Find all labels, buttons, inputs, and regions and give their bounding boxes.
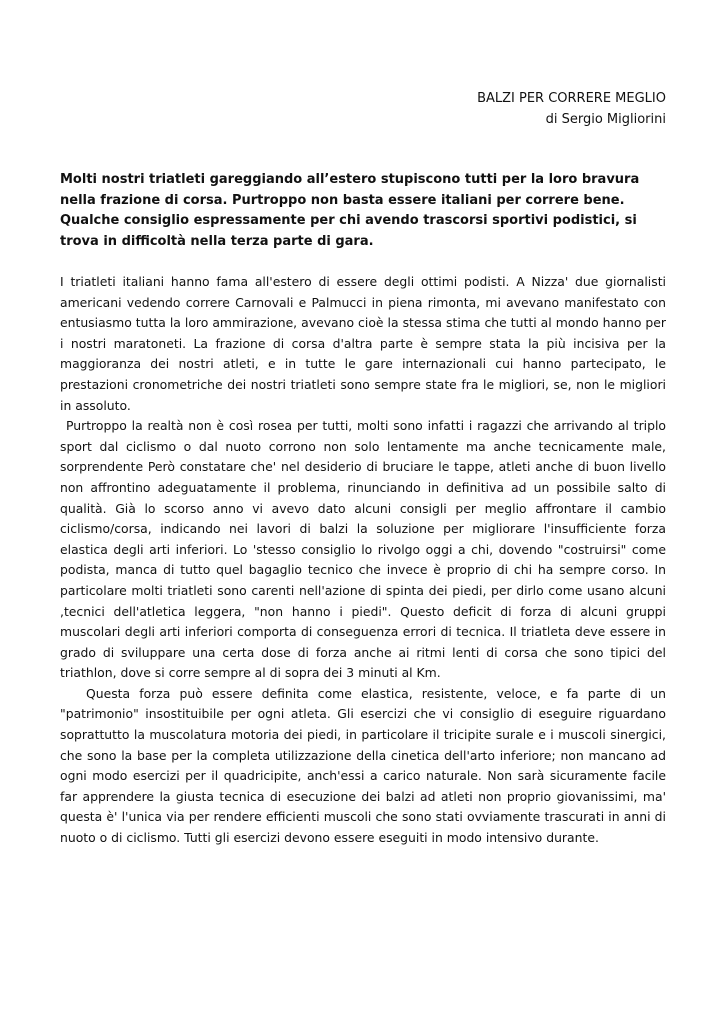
lead-paragraph: Molti nostri triatleti gareggiando all’estero stupiscono tutti per la loro bravura nella frazione di corsa. Purtroppo non basta essere italiani per correre bene. Qualche consiglio espressamente per chi avendo trascorsi sportivi podistici, si trova in difficoltà nella terza parte di gara. — [60, 172, 640, 249]
article-body — [60, 272, 666, 849]
body-paragraph-3: Questa forza può essere definita come elastica, resistente, veloce, e fa parte di un "patrimonio" insostituibile per ogni atleta. Gli esercizi che vi consiglio di eseguire riguardano soprattutto la muscolatura motoria dei piedi, in particolare il tricipite surale e i muscoli sinergici, che sono la base per la completa utilizzazione della cinetica dell'arto inferiore; non mancano ad ogni modo esercizi per il quadricipite, anch'essi a carico naturale. Non sarà sicuramente facile far apprendere la giusta tecnica di esecuzione dei balzi ad atleti non proprio giovanissimi, ma' questa è' l'unica via per rendere efficienti muscoli che sono stati ovviamente trascurati in anni di nuoto o di ciclismo. Tutti gli esercizi devono essere eseguiti in modo intensivo durante. — [60, 685, 666, 846]
body-paragraph-1: I triatleti italiani hanno fama all'estero di essere degli ottimi podisti. A Nizza' due giornalisti americani vedendo correre Carnovali e Palmucci in piena rimonta, mi avevano manifestato con entusiasmo tutta la loro ammirazione, avevano cioè la stessa stima che tutti al mondo hanno per i nostri maratoneti. La frazione di corsa d'altra parte è sempre stata la più incisiva per la maggioranza dei nostri atleti, e in tutte le gare internazionali cui hanno partecipato, le prestazioni cronometriche dei nostri triatleti sono sempre state fra le migliori, se, non le migliori in assoluto. — [60, 274, 666, 413]
document-page — [60, 0, 666, 1024]
article-title: BALZI PER CORRERE MEGLIO — [477, 91, 666, 106]
body-paragraph-2: Purtroppo la realtà non è così rosea per tutti, molti sono infatti i ragazzi che arrivando al triplo sport dal ciclismo o dal nuoto corrono non solo lentamente ma anche tecnicamente male, sorprendente Però constatare che' nel desiderio di bruciare le tappe, atleti anche di buon livello non affrontino adeguatamente il problema, rinunciando in definitiva ad un possibile salto di qualità. Già lo scorso anno vi avevo dato alcuni consigli per meglio affrontare il cambio ciclismo/corsa, indicando nei lavori di balzi la soluzione per migliorare l'insufficiente forza elastica degli arti inferiori. Lo 'stesso consiglio lo rivolgo oggi a chi, dovendo "costruirsi" come podista, manca di tutto quel bagaglio tecnico che invece è proprio di chi ha sempre corso. In particolare molti triatleti sono carenti nell'azione di spinta dei piedi, per dirlo come usano alcuni ,tecnici dell'atletica leggera, "non hanno i piedi". Questo deficit di forza di alcuni gruppi muscolari degli arti inferiori comporta di conseguenza errori di tecnica. Il triatleta deve essere in grado di sviluppare una certa dose di forza anche ai ritmi lenti di corsa che sono tipici del triathlon, dove si corre sempre al di sopra dei 3 minuti al Km. — [60, 418, 666, 681]
article-author: di Sergio Migliorini — [545, 112, 666, 127]
